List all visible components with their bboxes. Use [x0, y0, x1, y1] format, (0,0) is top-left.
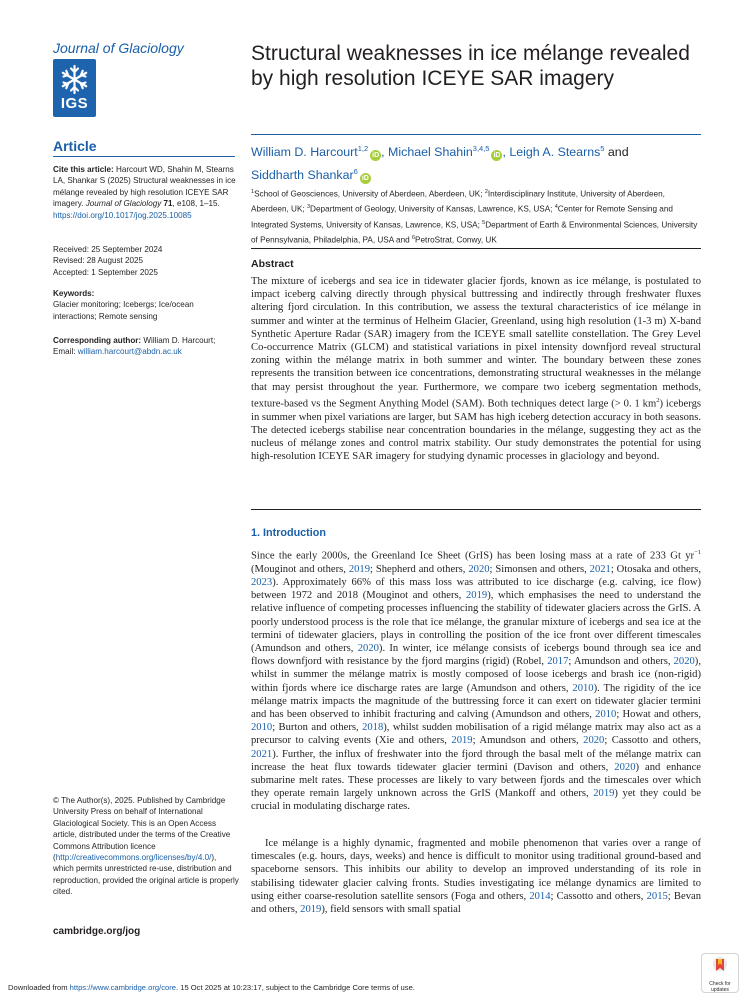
corresponding-author-block	[53, 335, 239, 358]
orcid-icon[interactable]: iD	[372, 152, 380, 160]
affiliations: $^1$School of Geosciences, University of Aberdeen, Aberdeen, UK; $^2$Interdisciplinary Institute, University of Aberdeen, Aberdeen, UK; $^3$Department of Geology, University of Kansas, Lawrence, KS, USA; $^4$Center for Remote Sensing and Integrated Systems, University of Kansas, Lawrence, KS, USA; $^5$Department of Earth & Environmental Sciences, University of Pennsylvania, Philadelphia, PA, USA and $^6$PetroStrat, Conwy, UK	[251, 189, 698, 245]
citation-year-link[interactable]: 2010	[595, 708, 617, 720]
citation-year-link[interactable]: 2019	[593, 788, 615, 800]
igs-logo	[53, 59, 96, 117]
paragraph-text: ; Cassotto and others,	[550, 890, 647, 902]
check-for-updates-button[interactable]	[701, 953, 739, 993]
citation-year-link[interactable]: 2020	[614, 761, 636, 773]
paragraph-text: ). Approximately 66% of this mass loss was attributed to ice discharge (e.g. calving, ice flow) between 1972 and 2018 (Mouginot and others,	[251, 576, 701, 602]
citation-year-link[interactable]: 2018	[362, 722, 384, 734]
paragraph-text: ; Amundson and others,	[568, 656, 674, 668]
license-block	[53, 795, 239, 898]
article-divider	[53, 156, 235, 157]
license-link[interactable]: http://creativecommons.org/licenses/by/4.0/	[55, 853, 212, 863]
license-text-end: ), which permits unrestricted re-use, distribution and reproduction, provided the original article is properly cited.	[53, 853, 239, 897]
paragraph-text: ). In winter, ice mélange consists of icebergs bound through sea ice and flows downfjord with resistance by the fjord margins (rigid) (Robel,	[251, 642, 701, 668]
article-type-label: Article	[53, 138, 97, 154]
snowflake-icon	[58, 63, 91, 96]
cite-label: Cite this article:	[53, 165, 114, 174]
paragraph-text: Since the early 2000s, the Greenland Ice Sheet (GrIS) has been losing mass at a rate of 233 Gt yr	[251, 550, 695, 562]
revised-date: Revised: 28 August 2025	[53, 256, 143, 266]
citation-year-link[interactable]: 2019	[348, 563, 370, 575]
affiliation-divider	[251, 248, 701, 249]
section-heading-introduction: 1. Introduction	[251, 527, 326, 539]
paragraph-text: ; Bevan and others,	[251, 890, 701, 916]
paragraph-text: ; Shepherd and others,	[370, 563, 469, 575]
citation-year-link[interactable]: 2015	[646, 890, 668, 902]
citation-year-link[interactable]: 2020	[357, 642, 379, 654]
author-list: William D. Harcourt$^{1,2}$iD , Michael Shahin$^{3,4,5}$iD , Leigh A. Stearns$^5$ and Siddharth Shankar$^6$iD	[251, 144, 629, 183]
keywords-label: Keywords:	[53, 289, 95, 298]
cite-journal: Journal of Glaciology	[85, 199, 162, 209]
citation-year-link[interactable]: 2021	[589, 563, 611, 575]
corresponding-label: Corresponding author:	[53, 336, 142, 345]
paragraph-text: ), which emphasises the need to understand the relative influence of competing processes influencing the stability of tidewater glaciers across the GrIS. A poorly understood process is the role that ice mélange, the granular mixture of icebergs and sea ice at the termini of tidewater glaciers, plays in controlling the position of the ice front over different timescales (Amundson and others,	[251, 590, 701, 654]
email-link[interactable]: william.harcourt@abdn.ac.uk	[77, 347, 182, 357]
cite-text: Harcourt WD, Shahin M, Stearns LA, Shankar S (2025) Structural weaknesses in ice mélange revealed by high resolution ICEYE SAR imagery.	[53, 165, 236, 209]
journal-name[interactable]: Journal of Glaciology	[53, 40, 184, 56]
citation-year-link[interactable]: 2019	[451, 735, 473, 747]
received-date: Received: 25 September 2024	[53, 245, 163, 254]
paragraph-text: ; Simonsen and others,	[489, 563, 590, 575]
doi-link[interactable]: https://doi.org/10.1017/jog.2025.10085	[53, 210, 192, 220]
cite-pages: , e108, 1–15.	[172, 199, 220, 209]
igs-logo-text: IGS	[60, 95, 89, 112]
citation-year-link[interactable]: 2010	[572, 682, 594, 694]
superscript: −1	[694, 549, 701, 556]
paragraph-text: ) and enhance submarine melt rates. These processes are likely to vary between fjords and the timescales over which they operate remain largely unknown across the GrIS (Mankoff and others,	[251, 761, 701, 800]
citation-year-link[interactable]: 2019	[466, 590, 488, 602]
paragraph-text: ). Further, the influx of freshwater into the fjord through the basal melt of the mélange matrix can increase the heat flux towards tidewater glacier termini (Davison and others,	[251, 748, 701, 773]
journal-site-link[interactable]: cambridge.org/jog	[53, 926, 141, 937]
author-1[interactable]: William D. Harcourt$^{1,2}$	[251, 144, 369, 160]
citation-year-link[interactable]: 2017	[547, 656, 569, 668]
citation-year-link[interactable]: 2020	[583, 735, 605, 747]
paragraph-text: ; Burton and others,	[272, 722, 363, 734]
keywords-list: Glacier monitoring; Icebergs; Ice/ocean interactions; Remote sensing	[53, 300, 194, 321]
paragraph-text: ; Otosaka and others,	[610, 563, 701, 575]
keywords-block	[53, 288, 239, 322]
abstract-heading: Abstract	[251, 258, 294, 270]
intro-paragraph-2	[251, 837, 701, 916]
paragraph-text: ), field sensors with small spatial	[321, 904, 461, 916]
citation-year-link[interactable]: 2014	[529, 890, 551, 902]
abstract-divider	[251, 509, 701, 510]
title-divider	[251, 134, 701, 135]
citation-year-link[interactable]: 2021	[251, 748, 273, 760]
check-for-updates-line2: updates	[711, 987, 729, 993]
paragraph-text: Ice mélange is a highly dynamic, fragmented and mobile phenomenon that varies over a range of timescales (e.g. hours, days, weeks) and hence is difficult to monitor using traditional ground-based and spaceborne sensors. This inhibits our ability to develop an improved understanding of its role in stabilising tidewater glacier calving fronts. Studies investigating ice mélange dynamics are limited to using either coarse-resolution satellite sensors (Foga and others,	[251, 838, 701, 902]
author-3[interactable]: Leigh A. Stearns$^5$	[509, 144, 605, 160]
citation-block	[53, 164, 239, 221]
author-2[interactable]: Michael Shahin$^{3,4,5}$	[388, 144, 490, 160]
intro-paragraph-1	[251, 546, 701, 814]
paragraph-text: ; Howat and others,	[616, 708, 701, 720]
orcid-icon[interactable]: iD	[493, 152, 501, 160]
cambridge-core-link[interactable]: https://www.cambridge.org/core	[69, 983, 176, 992]
paragraph-text: ) yet they could be crucial in modulating discharge rates.	[251, 788, 702, 813]
check-for-updates-line1: Check for	[709, 981, 731, 987]
citation-year-link[interactable]: 2019	[300, 904, 322, 916]
email-label: Email:	[53, 347, 78, 357]
download-note: Downloaded from https://www.cambridge.org/core. 15 Oct 2025 at 10:23:17, subject to the Cambridge Core terms of use.	[8, 983, 415, 992]
bookmark-ribbon-icon	[711, 956, 729, 976]
paragraph-text: ), whilst sudden mobilisation of a rigid mélange matrix may also act as a precursor to calving events (Xie and others,	[251, 722, 701, 747]
paragraph-text: ; Cassotto and others,	[604, 735, 702, 747]
license-text: © The Author(s), 2025. Published by Cambridge University Press on behalf of International Glaciological Society. This is an Open Access article, distributed under the terms of the Creative Commons Attribution licence (	[53, 796, 231, 863]
history-dates	[53, 244, 239, 278]
corresponding-name: William D. Harcourt;	[141, 336, 216, 345]
citation-year-link[interactable]: 2010	[251, 722, 273, 734]
paragraph-text: ; Amundson and others,	[472, 735, 584, 747]
author-4[interactable]: Siddharth Shankar$^6$	[251, 167, 358, 183]
citation-year-link[interactable]: 2020	[673, 656, 695, 668]
paragraph-text: ). The rigidity of the ice mélange matrix impacts the magnitude of the buttressing force it can exert on tidewater glacier termini and has been observed to inhibit fracturing and calving (Amundson and others,	[251, 682, 701, 720]
accepted-date: Accepted: 1 September 2025	[53, 267, 158, 277]
orcid-icon[interactable]: iD	[361, 175, 369, 183]
paragraph-text: (Mouginot and others,	[251, 563, 349, 575]
article-title: Structural weaknesses in ice mélange revealed by high resolution ICEYE SAR imagery	[251, 42, 690, 90]
citation-year-link[interactable]: 2020	[468, 563, 490, 575]
paragraph-text: ), whilst in summer the mélange matrix is mostly composed of loose icebergs and brash ice (non-rigid) within fjords where ice discharge rates are large (Amundson and others,	[251, 656, 701, 694]
citation-year-link[interactable]: 2023	[251, 576, 273, 588]
cite-volume: 71	[161, 199, 173, 209]
abstract-text: The mixture of icebergs and sea ice in tidewater glacier fjords, known as ice mélange, is postulated to impact iceberg calving directly through physical buttressing and indirectly through freshwater fluxes altering fjord circulation. In this contribution, we assess the textural characteristics of ice mélange in summer and winter at the terminus of Helheim Glacier, Greenland, using high resolution (1-3 m) X-band Synthetic Aperture Radar (SAR) imagery from the ICEYE small satellite constellation. The Grey Level Co-occurrence Matrix (GLCM) and statistical variations in pixel intensity downfjord reveal structural zoning within the mélange matrix in both summer and winter. The boundary between these zones represents the transition between ice concentrations, demonstrating structural weaknesses in the mélange that may persist throughout the year. Furthermore, we compare two iceberg segmentation methods, texture-based vs the Segment Anything Model (SAM). Both techniques detect large (> 0. 1 $km^2$) icebergs in summer when pixel variations are larger, but SAM has high iceberg detection accuracy in both seasons. The detected icebergs stabilise near concentration boundaries in the mélange, suggesting they act as the nucleus of mélange zones and control matrix stability. Our study demonstrates the potential for using high-resolution ICEYE SAR imagery for studying dynamic processes in glaciology and beyond.	[251, 276, 701, 463]
